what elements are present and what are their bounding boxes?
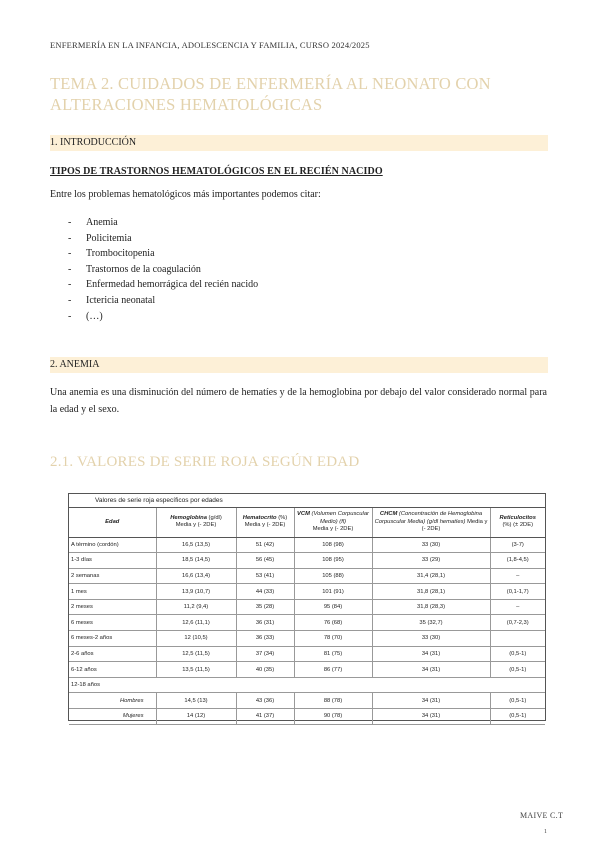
table-cell-hb: 18,5 (14,5) <box>156 553 236 569</box>
list-item: - Trastornos de la coagulación <box>68 262 258 278</box>
table-cell-hto: 35 (28) <box>236 599 294 615</box>
table-row <box>69 646 545 662</box>
table-cell-edad: Mujeres <box>69 709 156 725</box>
table-row <box>69 631 545 647</box>
table-cell-vcm: 105 (88) <box>294 568 372 584</box>
list-item: - (…) <box>68 309 258 325</box>
table-cell-ret: (0,1-1,7) <box>490 584 545 600</box>
table-row <box>69 662 545 678</box>
table-cell-ret: (0,7-2,3) <box>490 615 545 631</box>
table-cell-vcm: 86 (77) <box>294 662 372 678</box>
table-cell-edad: 1 mes <box>69 584 156 600</box>
table-cell-hto: 44 (33) <box>236 584 294 600</box>
table-cell-vcm: 90 (78) <box>294 709 372 725</box>
table-group-label: 12-18 años <box>69 677 545 693</box>
col-header-chcm: CHCM (Concentración de Hemoglobina Corpuscular Media) (g/dl hematíes) Media y (- 2DE) <box>372 508 490 538</box>
table-cell-vcm: 76 (68) <box>294 615 372 631</box>
table-row <box>69 553 545 569</box>
table-row <box>69 568 545 584</box>
table-cell-vcm: 108 (95) <box>294 553 372 569</box>
table-caption: Valores de serie roja específicos por edades <box>95 497 223 504</box>
table-cell-ret: (3-7) <box>490 537 545 553</box>
table-body <box>69 537 545 724</box>
table-cell-hb: 13,9 (10,7) <box>156 584 236 600</box>
table-cell-chcm: 34 (31) <box>372 646 490 662</box>
table-cell-edad: 2-6 años <box>69 646 156 662</box>
table-cell-chcm: 34 (31) <box>372 709 490 725</box>
disorder-list <box>68 215 258 324</box>
table-cell-vcm: 108 (98) <box>294 537 372 553</box>
table-header-row <box>69 508 545 538</box>
table-cell-edad: 1-3 días <box>69 553 156 569</box>
table-cell-ret: – <box>490 568 545 584</box>
list-item: - Anemia <box>68 215 258 231</box>
table-cell-ret: (0,5-1) <box>490 693 545 709</box>
table-cell-ret: (0,5-1) <box>490 662 545 678</box>
table-cell-edad: 6 meses <box>69 615 156 631</box>
table-cell-hb: 13,5 (11,5) <box>156 662 236 678</box>
table-cell-hto: 36 (33) <box>236 631 294 647</box>
table-cell-chcm: 35 (32,7) <box>372 615 490 631</box>
table-cell-hb: 14,5 (13) <box>156 693 236 709</box>
section-heading-valores-serie-roja: 2.1. VALORES DE SERIE ROJA SEGÚN EDAD <box>50 454 360 470</box>
table-cell-hto: 43 (36) <box>236 693 294 709</box>
table-cell-ret: (0,5-1) <box>490 646 545 662</box>
col-header-vcm: VCM (Volumen Corpuscular Medio) (fl) Media y (- 2DE) <box>294 508 372 538</box>
running-header: ENFERMERÍA EN LA INFANCIA, ADOLESCENCIA Y FAMILIA, CURSO 2024/2025 <box>50 40 370 50</box>
table-cell-hb: 11,2 (9,4) <box>156 599 236 615</box>
col-header-reticulocitos: Reticulocitos (%) (± 2DE) <box>490 508 545 538</box>
section-heading-anemia: 2. ANEMIA <box>50 359 100 370</box>
table-cell-edad: 2 semanas <box>69 568 156 584</box>
table-cell-edad: 2 meses <box>69 599 156 615</box>
table-cell-hb: 12,6 (11,1) <box>156 615 236 631</box>
table-cell-hto: 53 (41) <box>236 568 294 584</box>
table-cell-ret: (1,8-4,5) <box>490 553 545 569</box>
table-cell-vcm: 88 (78) <box>294 693 372 709</box>
subheading-tipos-trastornos: TIPOS DE TRASTORNOS HEMATOLÓGICOS EN EL RECIÉN NACIDO <box>50 166 383 177</box>
footer-author: MAIVE C.T <box>520 811 564 820</box>
table-cell-chcm: 31,8 (28,1) <box>372 584 490 600</box>
section-band-introduccion <box>50 135 548 151</box>
table-cell-chcm: 31,8 (28,3) <box>372 599 490 615</box>
col-header-hematocrito: Hematocrito (%) Media y (- 2DE) <box>236 508 294 538</box>
intro-paragraph: Entre los problemas hematológicos más importantes podemos citar: <box>50 189 321 200</box>
table-cell-ret <box>490 631 545 647</box>
anemia-paragraph: Una anemia es una disminución del número de hematíes y de la hemoglobina por debajo del valor considerado normal para la edad y el sexo. <box>50 387 547 415</box>
list-item: - Ictericia neonatal <box>68 293 258 309</box>
red-series-table <box>69 507 545 725</box>
table-cell-hto: 36 (31) <box>236 615 294 631</box>
table-cell-edad: A término (cordón) <box>69 537 156 553</box>
col-header-edad: Edad <box>69 508 156 538</box>
table-row <box>69 615 545 631</box>
table-cell-vcm: 81 (75) <box>294 646 372 662</box>
table-cell-chcm: 34 (31) <box>372 693 490 709</box>
table-cell-edad: 6 meses-2 años <box>69 631 156 647</box>
table-cell-chcm: 33 (30) <box>372 631 490 647</box>
table-cell-chcm: 33 (30) <box>372 537 490 553</box>
table-cell-edad: Hombres <box>69 693 156 709</box>
table-cell-hto: 51 (42) <box>236 537 294 553</box>
table-row <box>69 599 545 615</box>
table-cell-hto: 40 (35) <box>236 662 294 678</box>
table-cell-chcm: 34 (31) <box>372 662 490 678</box>
table-cell-chcm: 33 (29) <box>372 553 490 569</box>
table-cell-chcm: 31,4 (28,1) <box>372 568 490 584</box>
table-cell-vcm: 78 (70) <box>294 631 372 647</box>
table-row <box>69 584 545 600</box>
table-cell-edad: 6-12 años <box>69 662 156 678</box>
page-number: 1 <box>544 829 547 835</box>
list-item: - Trombocitopenia <box>68 246 258 262</box>
table-cell-hto: 37 (34) <box>236 646 294 662</box>
section-band-anemia <box>50 357 548 373</box>
list-item: - Enfermedad hemorrágica del recién nacido <box>68 277 258 293</box>
table-cell-hb: 14 (12) <box>156 709 236 725</box>
table-row <box>69 709 545 725</box>
table-cell-hb: 16,6 (13,4) <box>156 568 236 584</box>
table-cell-hb: 16,5 (13,5) <box>156 537 236 553</box>
table-cell-hto: 41 (37) <box>236 709 294 725</box>
list-item: - Policitemia <box>68 231 258 247</box>
table-cell-ret: (0,5-1) <box>490 709 545 725</box>
table-cell-hb: 12 (10,5) <box>156 631 236 647</box>
table-cell-hto: 56 (45) <box>236 553 294 569</box>
table-cell-ret: – <box>490 599 545 615</box>
red-series-table-figure <box>68 493 546 721</box>
table-cell-hb: 12,5 (11,5) <box>156 646 236 662</box>
table-group-row <box>69 677 545 693</box>
table-row <box>69 693 545 709</box>
col-header-hemoglobina: Hemoglobina (g/dl) Media y (- 2DE) <box>156 508 236 538</box>
table-row <box>69 537 545 553</box>
page-title: TEMA 2. CUIDADOS DE ENFERMERÍA AL NEONATO CON ALTERACIONES HEMATOLÓGICAS <box>50 74 491 114</box>
table-cell-vcm: 95 (84) <box>294 599 372 615</box>
table-cell-vcm: 101 (91) <box>294 584 372 600</box>
section-heading-introduccion: 1. INTRODUCCIÓN <box>50 137 137 148</box>
